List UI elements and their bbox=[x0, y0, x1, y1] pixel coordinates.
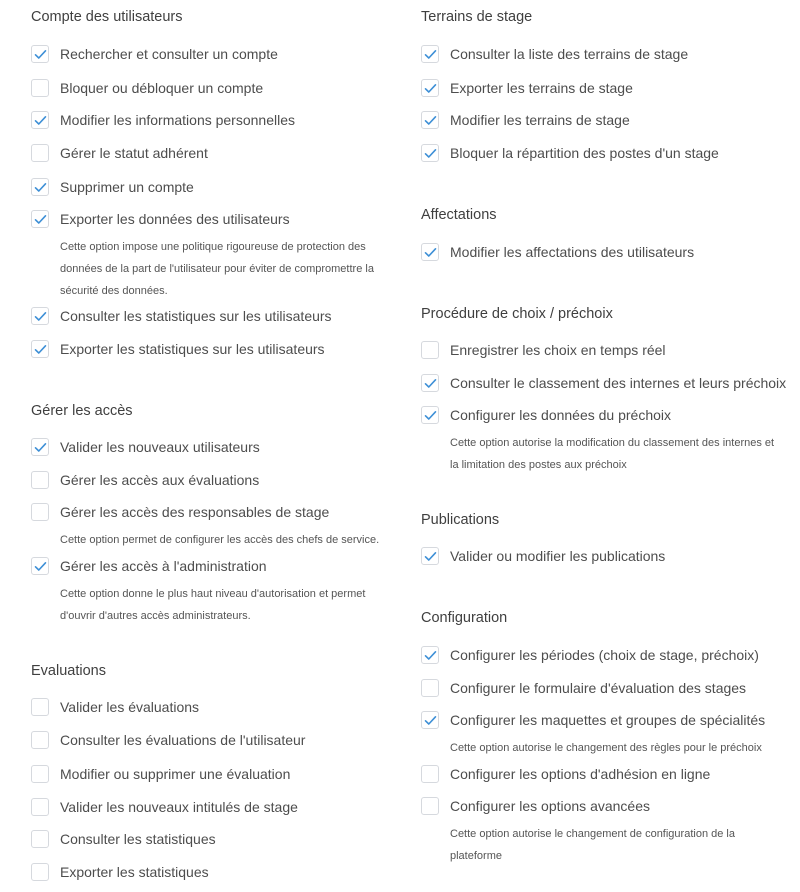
permission-label[interactable]: Configurer les périodes (choix de stage, préchoix) bbox=[450, 647, 759, 663]
checkmark-icon bbox=[34, 182, 47, 193]
checkbox-checked[interactable] bbox=[31, 307, 49, 325]
checkmark-icon bbox=[34, 49, 47, 60]
checkmark-icon bbox=[34, 561, 47, 572]
checkbox-checked[interactable] bbox=[421, 406, 439, 424]
permission-label[interactable]: Bloquer ou débloquer un compte bbox=[60, 80, 264, 96]
permission-label[interactable]: Gérer les accès à l'administration bbox=[60, 558, 267, 574]
checkbox-unchecked[interactable] bbox=[31, 79, 49, 97]
permission-label[interactable]: Gérer les accès aux évaluations bbox=[60, 472, 260, 488]
checkbox-checked[interactable] bbox=[31, 340, 49, 358]
permission-label[interactable]: Exporter les statistiques bbox=[60, 864, 209, 880]
checkmark-icon bbox=[424, 247, 437, 258]
permission-label[interactable]: Configurer les données du préchoix bbox=[450, 407, 672, 423]
section-title: Configuration bbox=[421, 610, 508, 626]
section-title: Compte des utilisateurs bbox=[31, 9, 183, 25]
permission-label[interactable]: Enregistrer les choix en temps réel bbox=[450, 342, 666, 358]
checkmark-icon bbox=[424, 378, 437, 389]
checkbox-unchecked[interactable] bbox=[31, 503, 49, 521]
permission-description: Cette option permet de configurer les accès des chefs de service. bbox=[60, 534, 380, 546]
checkmark-icon bbox=[424, 148, 437, 159]
checkbox-checked[interactable] bbox=[421, 144, 439, 162]
permission-label[interactable]: Valider ou modifier les publications bbox=[450, 548, 666, 564]
permission-label[interactable]: Bloquer la répartition des postes d'un stage bbox=[450, 145, 719, 161]
permission-label[interactable]: Modifier les informations personnelles bbox=[60, 112, 295, 128]
permission-label[interactable]: Exporter les données des utilisateurs bbox=[60, 211, 290, 227]
permission-description: Cette option autorise le changement des règles pour le préchoix bbox=[450, 742, 762, 754]
section-title: Evaluations bbox=[31, 663, 106, 679]
checkbox-unchecked[interactable] bbox=[421, 341, 439, 359]
permission-label[interactable]: Gérer les accès des responsables de stage bbox=[60, 504, 330, 520]
permission-label[interactable]: Consulter les statistiques sur les utilisateurs bbox=[60, 308, 332, 324]
checkmark-icon bbox=[424, 49, 437, 60]
permission-label[interactable]: Consulter la liste des terrains de stage bbox=[450, 46, 689, 62]
checkbox-checked[interactable] bbox=[421, 243, 439, 261]
checkmark-icon bbox=[424, 83, 437, 94]
checkbox-unchecked[interactable] bbox=[31, 144, 49, 162]
permission-label[interactable]: Valider les évaluations bbox=[60, 699, 200, 715]
section-title: Publications bbox=[421, 512, 500, 528]
permission-label[interactable]: Consulter les évaluations de l'utilisateur bbox=[60, 732, 306, 748]
permission-label[interactable]: Modifier les affectations des utilisateurs bbox=[450, 244, 695, 260]
checkbox-checked[interactable] bbox=[31, 210, 49, 228]
checkbox-unchecked[interactable] bbox=[31, 830, 49, 848]
checkmark-icon bbox=[424, 715, 437, 726]
checkmark-icon bbox=[34, 344, 47, 355]
permission-label[interactable]: Modifier ou supprimer une évaluation bbox=[60, 766, 291, 782]
checkbox-unchecked[interactable] bbox=[31, 765, 49, 783]
checkbox-checked[interactable] bbox=[421, 45, 439, 63]
checkbox-checked[interactable] bbox=[421, 79, 439, 97]
permission-label[interactable]: Consulter le classement des internes et leurs préchoix bbox=[450, 375, 787, 391]
checkbox-checked[interactable] bbox=[421, 646, 439, 664]
checkbox-unchecked[interactable] bbox=[31, 471, 49, 489]
checkbox-unchecked[interactable] bbox=[421, 797, 439, 815]
permission-description: Cette option autorise le changement de configuration de la plateforme bbox=[450, 828, 735, 862]
permission-label[interactable]: Configurer les maquettes et groupes de spécialités bbox=[450, 712, 766, 728]
permission-description: Cette option impose une politique rigoureuse de protection des données de la part de l'utilisateur pour éviter de compromettre la sécurité des données. bbox=[60, 241, 374, 297]
permission-label[interactable]: Exporter les terrains de stage bbox=[450, 80, 633, 96]
permission-label[interactable]: Valider les nouveaux intitulés de stage bbox=[60, 799, 298, 815]
checkbox-checked[interactable] bbox=[421, 374, 439, 392]
permission-label[interactable]: Rechercher et consulter un compte bbox=[60, 46, 278, 62]
checkmark-icon bbox=[34, 311, 47, 322]
checkbox-checked[interactable] bbox=[421, 547, 439, 565]
checkbox-unchecked[interactable] bbox=[31, 698, 49, 716]
checkbox-unchecked[interactable] bbox=[421, 679, 439, 697]
section-title: Procédure de choix / préchoix bbox=[421, 306, 613, 322]
checkmark-icon bbox=[424, 410, 437, 421]
checkmark-icon bbox=[34, 442, 47, 453]
permission-label[interactable]: Supprimer un compte bbox=[60, 179, 194, 195]
permission-label[interactable]: Valider les nouveaux utilisateurs bbox=[60, 439, 260, 455]
checkbox-unchecked[interactable] bbox=[31, 798, 49, 816]
checkmark-icon bbox=[34, 214, 47, 225]
checkbox-unchecked[interactable] bbox=[421, 765, 439, 783]
checkmark-icon bbox=[34, 115, 47, 126]
section-title: Affectations bbox=[421, 207, 497, 223]
checkbox-unchecked[interactable] bbox=[31, 731, 49, 749]
permission-label[interactable]: Configurer le formulaire d'évaluation des stages bbox=[450, 680, 747, 696]
section-title: Gérer les accès bbox=[31, 403, 133, 419]
permission-label[interactable]: Exporter les statistiques sur les utilisateurs bbox=[60, 341, 325, 357]
checkbox-checked[interactable] bbox=[31, 557, 49, 575]
checkmark-icon bbox=[424, 650, 437, 661]
checkbox-checked[interactable] bbox=[31, 178, 49, 196]
permission-label[interactable]: Configurer les options d'adhésion en ligne bbox=[450, 766, 711, 782]
checkbox-checked[interactable] bbox=[31, 45, 49, 63]
checkbox-checked[interactable] bbox=[31, 438, 49, 456]
permission-description: Cette option autorise la modification du classement des internes et la limitation des postes aux préchoix bbox=[450, 437, 775, 471]
checkbox-checked[interactable] bbox=[421, 711, 439, 729]
checkbox-unchecked[interactable] bbox=[31, 863, 49, 881]
section-title: Terrains de stage bbox=[421, 9, 533, 25]
checkmark-icon bbox=[424, 551, 437, 562]
checkbox-checked[interactable] bbox=[421, 111, 439, 129]
checkmark-icon bbox=[424, 115, 437, 126]
permission-description: Cette option donne le plus haut niveau d'autorisation et permet d'ouvrir d'autres accès administrateurs. bbox=[60, 588, 366, 622]
permission-label[interactable]: Gérer le statut adhérent bbox=[60, 145, 208, 161]
permission-label[interactable]: Consulter les statistiques bbox=[60, 831, 216, 847]
permission-label[interactable]: Configurer les options avancées bbox=[450, 798, 651, 814]
permission-label[interactable]: Modifier les terrains de stage bbox=[450, 112, 630, 128]
checkbox-checked[interactable] bbox=[31, 111, 49, 129]
